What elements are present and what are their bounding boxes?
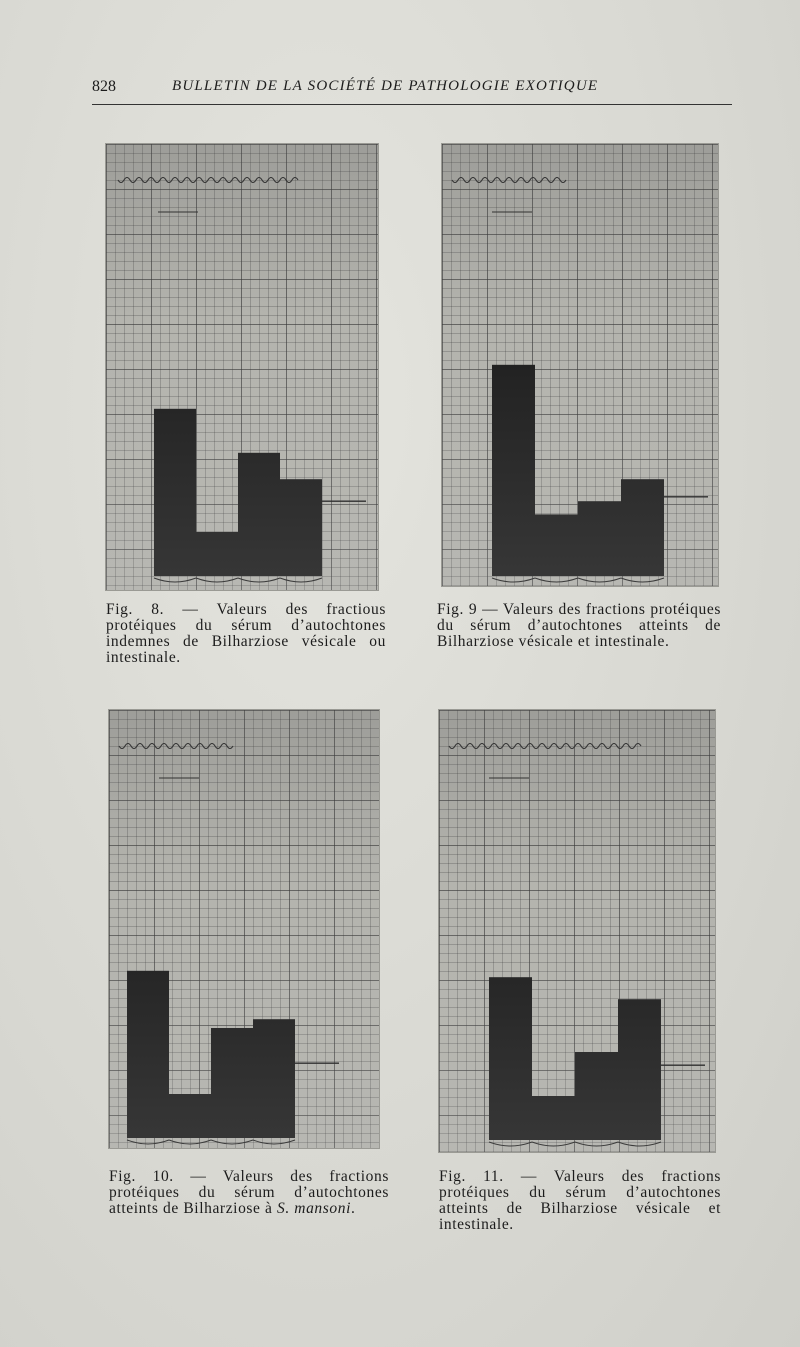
bar-3 [578,501,621,576]
handwritten-title-scribble [119,744,233,749]
fig10-plate [109,710,379,1148]
fig11-caption-text: Valeurs des fractions protéiques du sérum d’autochtones atteints de Bilharziose vésicale et intestinale. [439,1168,721,1233]
category-brace-4 [280,578,322,582]
bar-1 [154,409,196,576]
category-brace-2 [532,1142,575,1146]
fig10-caption-species: S. mansoni [276,1200,352,1217]
header-rule [92,104,732,105]
fig11-caption [439,1169,721,1233]
category-brace-3 [238,578,280,582]
bar-2 [535,514,578,576]
bar-2 [532,1096,575,1140]
bar-4 [618,999,661,1140]
fig11-caption-label: Fig. 11. — [439,1168,537,1185]
fig11-chart [439,710,715,1152]
bar-3 [211,1028,253,1138]
bar-1 [492,365,535,576]
bar-4 [280,479,322,576]
bar-1 [127,971,169,1138]
bar-3 [238,453,280,576]
bar-3 [575,1052,618,1140]
category-brace-2 [535,578,578,582]
handwritten-title-scribble [452,178,566,183]
category-brace-1 [154,578,196,582]
fig9-plate [442,144,718,586]
fig9-caption-label: Fig. 9 — [437,601,499,618]
fig8-caption [106,602,386,666]
category-brace-2 [196,578,238,582]
page-number: 828 [92,78,116,95]
bar-2 [196,532,238,576]
handwritten-title-scribble [449,744,641,749]
fig8-chart [106,144,378,590]
category-brace-1 [489,1142,532,1146]
fig8-plate [106,144,378,590]
running-head [92,78,732,100]
fig10-caption [109,1169,389,1217]
fig9-caption-text: Valeurs des fractions protéiques du sérum d’autochtones atteints de Bilharziose vésicale et intestinale. [437,601,721,650]
fig9-caption [437,602,721,650]
fig10-caption-label: Fig. 10. — [109,1168,207,1185]
bar-4 [253,1019,295,1138]
category-brace-4 [253,1140,295,1144]
category-brace-3 [575,1142,618,1146]
fig10-caption-end: . [351,1200,356,1217]
bar-2 [169,1094,211,1138]
fig8-caption-label: Fig. 8. — [106,601,199,618]
bar-1 [489,977,532,1140]
category-brace-3 [211,1140,253,1144]
category-brace-1 [127,1140,169,1144]
fig11-plate [439,710,715,1152]
journal-title: BULLETIN DE LA SOCIÉTÉ DE PATHOLOGIE EXOTIQUE [172,78,599,94]
fig10-caption-text: Valeurs des fractions protéiques du sérum d’autochtones atteints de Bilharziose à [109,1168,389,1217]
category-brace-4 [618,1142,661,1146]
category-brace-4 [621,578,664,582]
fig10-chart [109,710,379,1148]
category-brace-1 [492,578,535,582]
fig9-chart [442,144,718,586]
handwritten-title-scribble [118,178,298,183]
fig8-caption-text: Valeurs des fractious protéiques du sérum d’autochtones indemnes de Bilharziose vésicale ou intestinale. [106,601,386,666]
bar-4 [621,479,664,576]
category-brace-3 [578,578,621,582]
category-brace-2 [169,1140,211,1144]
